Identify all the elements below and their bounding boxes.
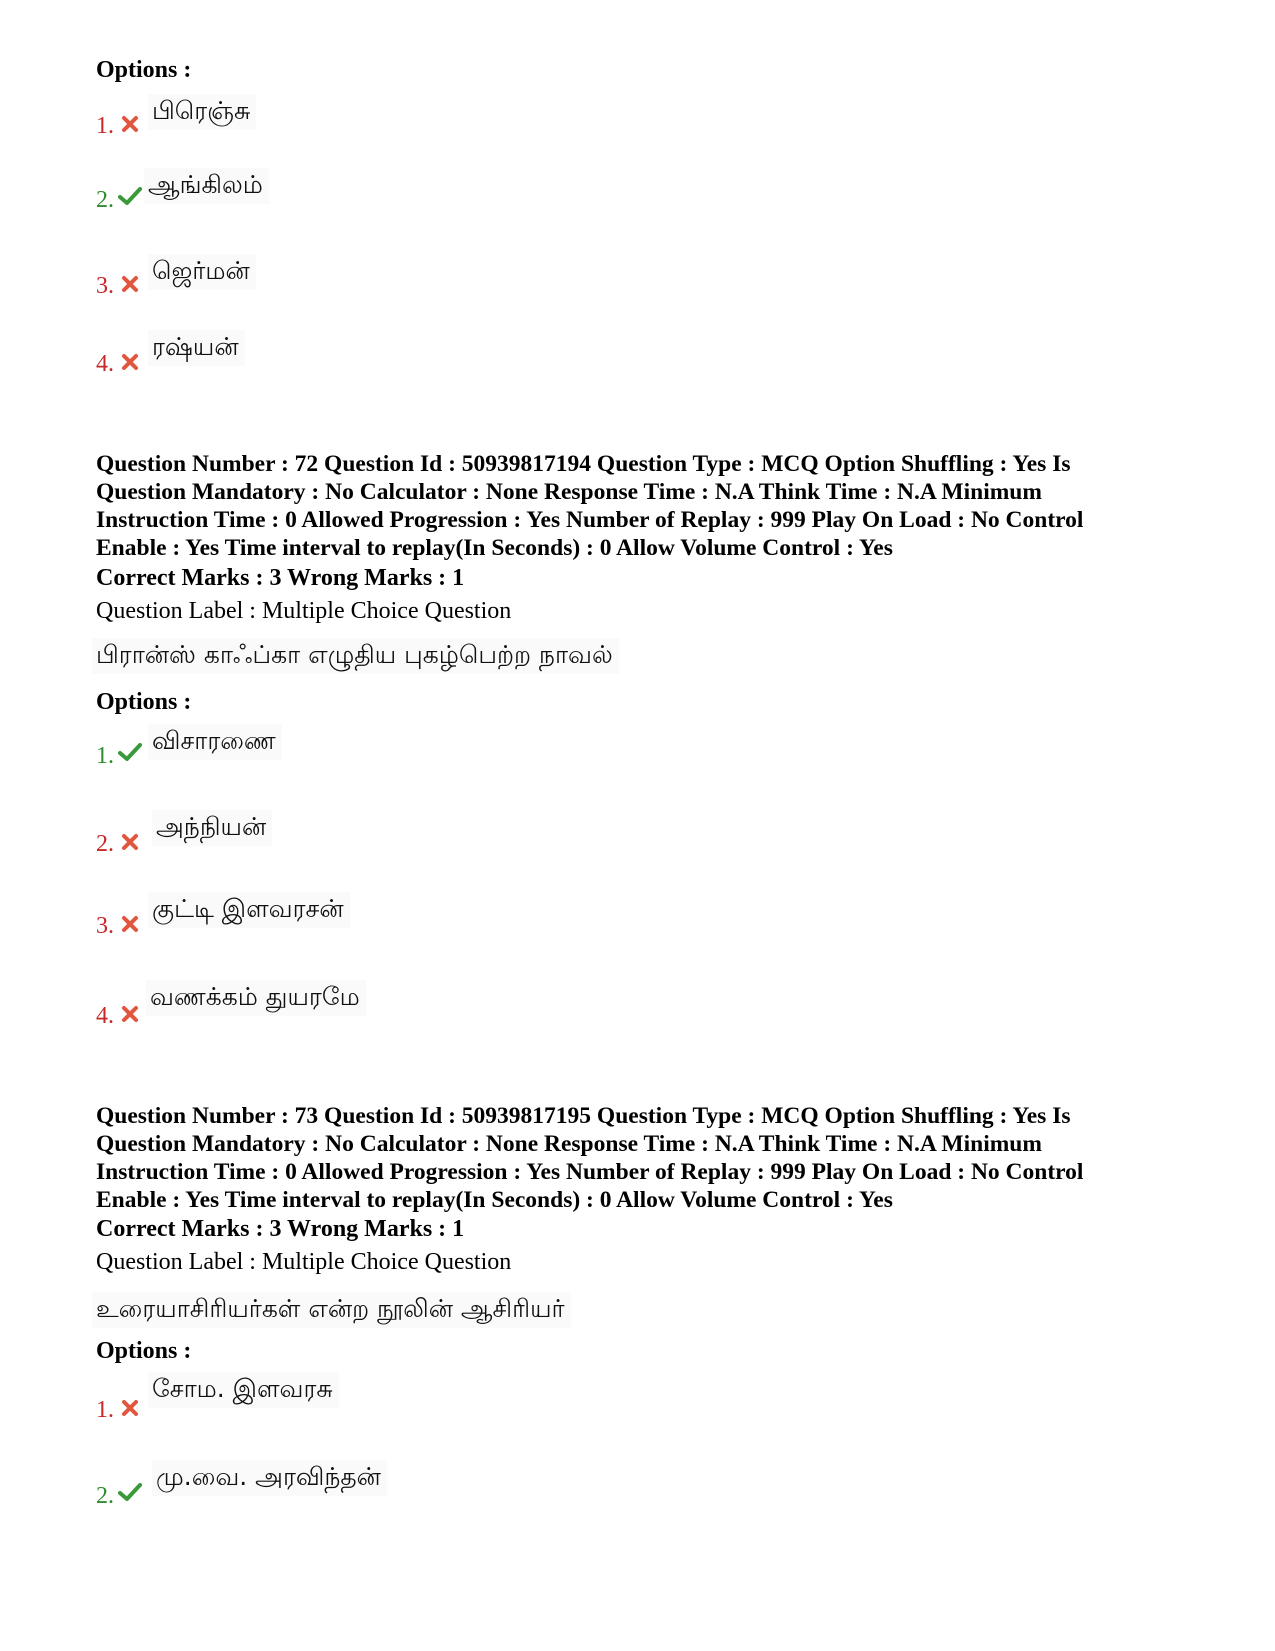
option-number: 4.	[96, 351, 114, 377]
option-number: 1.	[96, 743, 114, 769]
option-number: 3.	[96, 273, 114, 299]
cross-icon	[120, 914, 140, 934]
option-number: 4.	[96, 1003, 114, 1029]
cross-icon	[120, 1398, 140, 1418]
meta-line: Question Mandatory : No Calculator : None Response Time : N.A Think Time : N.A Minimum	[96, 1131, 1042, 1157]
option-text: வணக்கம் துயரமே	[146, 980, 366, 1016]
check-icon	[118, 742, 142, 762]
option-number: 1.	[96, 113, 114, 139]
meta-line: Instruction Time : 0 Allowed Progression : Yes Number of Replay : 999 Play On Load : No Control	[96, 507, 1084, 533]
meta-line: Enable : Yes Time interval to replay(In Seconds) : 0 Allow Volume Control : Yes	[96, 535, 893, 561]
meta-line: Enable : Yes Time interval to replay(In Seconds) : 0 Allow Volume Control : Yes	[96, 1187, 893, 1213]
option-text: மு.வை. அரவிந்தன்	[152, 1460, 387, 1496]
cross-icon	[120, 352, 140, 372]
options-heading: Options :	[96, 57, 192, 83]
meta-line: Question Number : 73 Question Id : 50939817195 Question Type : MCQ Option Shuffling : Yes Is	[96, 1103, 1071, 1129]
question-label: Question Label : Multiple Choice Question	[96, 598, 512, 624]
meta-line: Question Number : 72 Question Id : 50939817194 Question Type : MCQ Option Shuffling : Yes Is	[96, 451, 1071, 477]
question-meta	[96, 450, 1206, 562]
cross-icon	[120, 114, 140, 134]
option-text: விசாரணை	[148, 724, 282, 760]
option-number: 2.	[96, 1483, 114, 1509]
cross-icon	[120, 832, 140, 852]
option-text: ரஷ்யன்	[148, 330, 245, 366]
cross-icon	[120, 274, 140, 294]
meta-line: Question Mandatory : No Calculator : None Response Time : N.A Think Time : N.A Minimum	[96, 479, 1042, 505]
options-heading: Options :	[96, 1338, 192, 1364]
question-label: Question Label : Multiple Choice Question	[96, 1249, 512, 1275]
meta-line: Instruction Time : 0 Allowed Progression : Yes Number of Replay : 999 Play On Load : No Control	[96, 1159, 1084, 1185]
option-text: சோம. இளவரசு	[148, 1372, 339, 1408]
option-text: ஆங்கிலம்	[144, 168, 269, 204]
question-text: பிரான்ஸ் காஃப்கா எழுதிய புகழ்பெற்ற நாவல்	[92, 638, 619, 674]
option-number: 3.	[96, 913, 114, 939]
option-text: அந்நியன்	[152, 810, 272, 846]
option-text: குட்டி இளவரசன்	[148, 892, 350, 928]
marks-line: Correct Marks : 3 Wrong Marks : 1	[96, 1216, 465, 1242]
cross-icon	[120, 1004, 140, 1024]
option-text: ஜெர்மன்	[148, 254, 256, 290]
check-icon	[118, 186, 142, 206]
marks-line: Correct Marks : 3 Wrong Marks : 1	[96, 565, 465, 591]
check-icon	[118, 1482, 142, 1502]
option-number: 2.	[96, 831, 114, 857]
question-meta	[96, 1102, 1206, 1214]
option-number: 1.	[96, 1397, 114, 1423]
options-heading: Options :	[96, 689, 192, 715]
option-text: பிரெஞ்சு	[148, 94, 256, 130]
option-number: 2.	[96, 187, 114, 213]
question-text: உரையாசிரியர்கள் என்ற நூலின் ஆசிரியர்	[92, 1292, 571, 1328]
